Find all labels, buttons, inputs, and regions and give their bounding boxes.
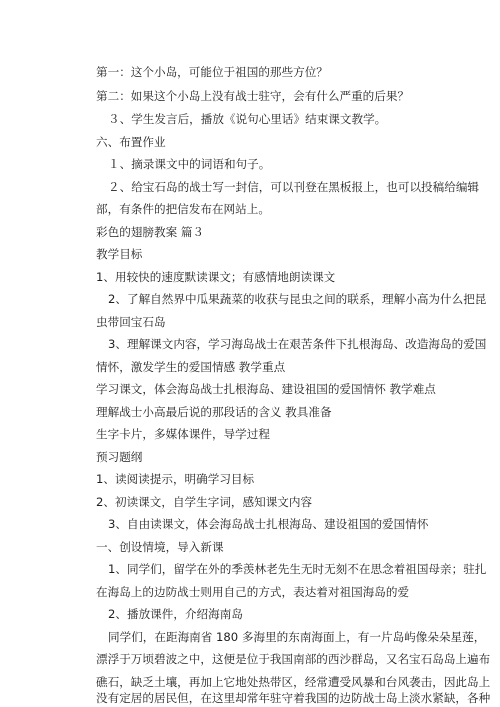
text-line-5: １、摘录课文中的词语和句子。 bbox=[108, 157, 271, 171]
text-line-13: 3、理解课文内容，学习海岛战士在艰苦条件下扎根海岛、改造海岛的爱国 bbox=[108, 337, 487, 351]
text-line-26: 同学们，在距海南省 180 多海里的东南海面上，有一片岛屿像朵朵星莲， bbox=[108, 630, 486, 644]
text-line-10: 1、用较快的速度默读课文；有感情地朗读课文 bbox=[96, 270, 336, 284]
section-heading-intro: 一、创设情境，导入新课 bbox=[96, 540, 224, 554]
text-line-7: 部，有条件的把信发布在网站上。 bbox=[96, 202, 270, 216]
text-line-12: 虫带回宝石岛 bbox=[96, 315, 166, 329]
section-heading-preview: 预习题纲 bbox=[96, 450, 143, 464]
text-line-23: 1、同学们，留学在外的季羡林老先生无时无刻不在思念着祖国母亲；驻扎 bbox=[108, 562, 487, 576]
text-line-3: ３、学生发言后，播放《说句心里话》结束课文教学。 bbox=[108, 112, 387, 126]
section-heading-homework: 六、布置作业 bbox=[96, 135, 166, 149]
text-line-11: 2、了解自然界中瓜果蔬菜的收获与昆虫之间的联系，理解小高为什么把昆 bbox=[108, 292, 487, 306]
text-line-24: 在海岛上的边防战士则用自己的方式，表达着对祖国海岛的爱 bbox=[96, 585, 410, 599]
text-line-6: ２、给宝石岛的战士写一封信，可以刊登在黑板报上，也可以投稿给编辑 bbox=[108, 180, 480, 194]
section-heading-objectives: 教学目标 bbox=[96, 247, 143, 261]
text-line-19: 1、读阅读提示，明确学习目标 bbox=[96, 472, 255, 486]
text-line-27: 漂浮于万顷碧波之中，这便是位于我国南部的西沙群岛，又名宝石岛岛上遍布 bbox=[96, 652, 491, 666]
text-line-25: 2、播放课件，介绍海南岛 bbox=[108, 607, 243, 621]
text-line-20: 2、初读课文，自学生字词，感知课文内容 bbox=[96, 495, 313, 509]
text-line-1: 第一：这个小岛，可能位于祖国的那些方位？ bbox=[96, 65, 328, 79]
text-line-17: 生字卡片，多媒体课件，导学过程 bbox=[96, 427, 270, 441]
lesson-title: 彩色的翅膀教案 篇３ bbox=[96, 225, 205, 239]
text-line-28: 礁石，缺乏土壤，再加上它地处热带区，经常遭受风暴和台风袭击，因此岛上 bbox=[96, 675, 491, 689]
text-line-29: 没有定居的居民但，在这里却常年驻守着我国的边防战士岛上淡水紧缺，各种 bbox=[96, 691, 491, 705]
text-line-2: 第二：如果这个小岛上没有战士驻守，会有什么严重的后果？ bbox=[96, 89, 410, 103]
text-line-15: 学习课文，体会海岛战士扎根海岛、建设祖国的爱国情怀 教学难点 bbox=[96, 382, 436, 396]
text-line-16: 理解战士小高最后说的那段话的含义 教具准备 bbox=[96, 405, 332, 419]
text-line-14: 情怀，激发学生的爱国情感 教学重点 bbox=[96, 360, 286, 374]
text-line-21: 3、自由读课文，体会海岛战士扎根海岛、建设祖国的爱国情怀 bbox=[108, 517, 429, 531]
